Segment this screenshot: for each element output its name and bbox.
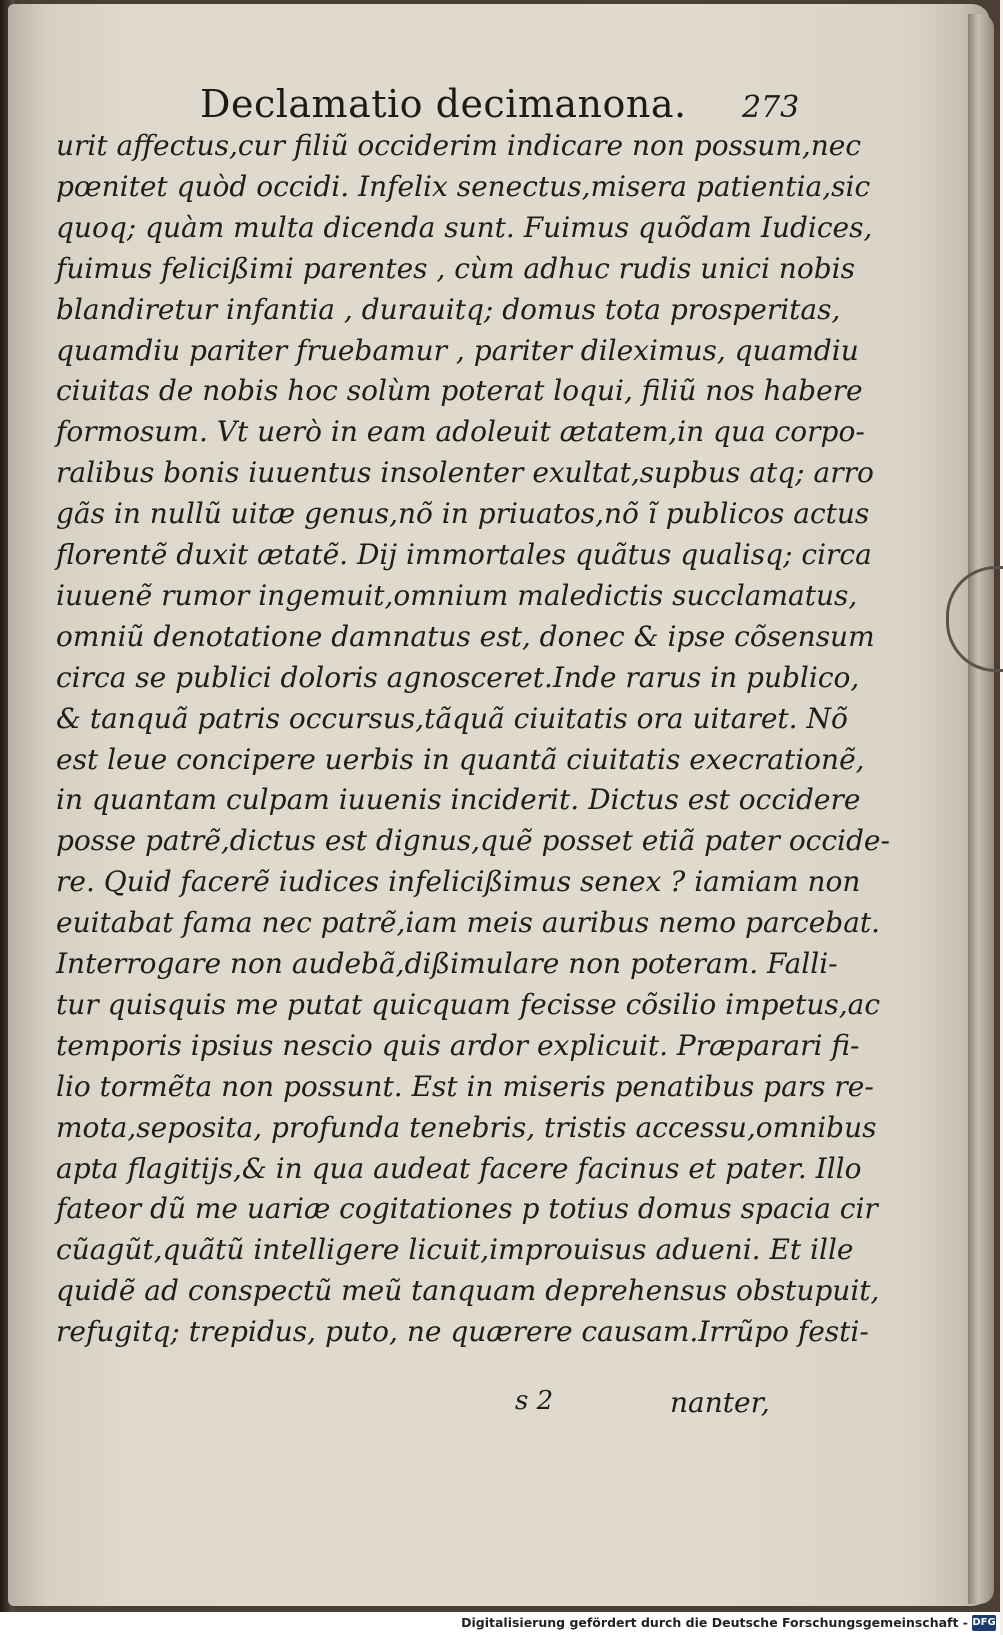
text-line: est leue concipere uerbis in quantã ciuitatis execrationẽ,: [56, 742, 865, 776]
text-line: omniũ denotatione damnatus est, donec & ipse cõsensum: [56, 619, 875, 653]
text-line: posse patrẽ,dictus est dignus,quẽ posset etiã pater occide-: [56, 824, 890, 858]
body-text: [56, 126, 890, 1406]
text-line: florentẽ duxit ætatẽ. Dij immortales quãtus qualisq; circa: [56, 538, 872, 571]
text-line: iuuenẽ rumor ingemuit,omnium maledictis succlamatus,: [56, 578, 858, 612]
text-line: Interrogare non audebã,dißimulare non poteram. Falli-: [56, 947, 838, 980]
text-line: ralibus bonis iuuentus insolenter exultat,supbus atq; arro: [56, 456, 874, 490]
text-line: apta flagitijs,& in qua audeat facere facinus et pater. Illo: [56, 1151, 862, 1185]
text-line: blandiretur infantia , durauitq; domus tota prosperitas,: [56, 292, 841, 326]
text-line: temporis ipsius nescio quis ardor explicuit. Præparari fi-: [56, 1028, 860, 1062]
text-line: in quantam culpam iuuenis inciderit. Dictus est occidere: [56, 783, 861, 817]
text-line: lio tormẽta non possunt. Est in miseris penatibus pars re-: [56, 1069, 874, 1103]
text-line: ciuitas de nobis hoc solùm poterat loqui, filiũ nos habere: [56, 374, 863, 408]
text-line: mota,seposita, profunda tenebris, tristis accessu,omnibus: [56, 1110, 877, 1144]
text-line: re. Quid facerẽ iudices infelicißimus senex ? iamiam non: [56, 865, 861, 899]
text-line: euitabat fama nec patrẽ,iam meis auribus nemo parcebat.: [56, 906, 881, 940]
text-line: pœnitet quòd occidi. Infelix senectus,misera patientia,sic: [56, 169, 871, 203]
text-line: tur quisquis me putat quicquam fecisse cõsilio impetus,ac: [56, 987, 881, 1021]
text-line: gãs in nullũ uitæ genus,nõ in priuatos,nõ ĩ publicos actus: [56, 497, 870, 531]
page-fore-edge: [968, 14, 994, 1604]
text-line: quamdiu pariter fruebamur , pariter dileximus, quamdiu: [56, 333, 859, 367]
catchword: nanter,: [670, 1386, 770, 1419]
text-line: refugitq; trepidus, puto, ne quærere causam.Irrũpo festi-: [56, 1315, 869, 1349]
dfg-logo-icon: DFG: [972, 1615, 996, 1631]
text-line: circa se publici doloris agnosceret.Inde rarus in publico,: [56, 660, 860, 694]
running-head: Declamatio decimanona.: [200, 82, 687, 126]
text-line: fateor dũ me uariæ cogitationes p totius domus spacia cir: [56, 1192, 878, 1226]
text-line: fuimus felicißimi parentes , cùm adhuc rudis unici nobis: [56, 251, 855, 285]
footer-bar: [0, 1612, 1000, 1635]
text-line: formosum. Vt uerò in eam adoleuit ætatem,in qua corpo-: [56, 415, 865, 449]
page-number: 273: [742, 90, 800, 125]
text-line: quoq; quàm multa dicenda sunt. Fuimus quõdam Iudices,: [56, 210, 873, 244]
text-line: & tanquã patris occursus,tãquã ciuitatis ora uitaret. Nõ: [56, 701, 848, 735]
signature-mark: s 2: [515, 1386, 554, 1416]
text-line: urit affectus,cur filiũ occiderim indicare non possum,nec: [56, 129, 862, 162]
text-line: cũagũt,quãtũ intelligere licuit,improuisus adueni. Et ille: [56, 1233, 854, 1267]
text-line: quidẽ ad conspectũ meũ tanquam deprehensus obstupuit,: [56, 1274, 880, 1308]
funding-credit: Digitalisierung gefördert durch die Deutsche Forschungsgemeinschaft -: [461, 1615, 968, 1630]
